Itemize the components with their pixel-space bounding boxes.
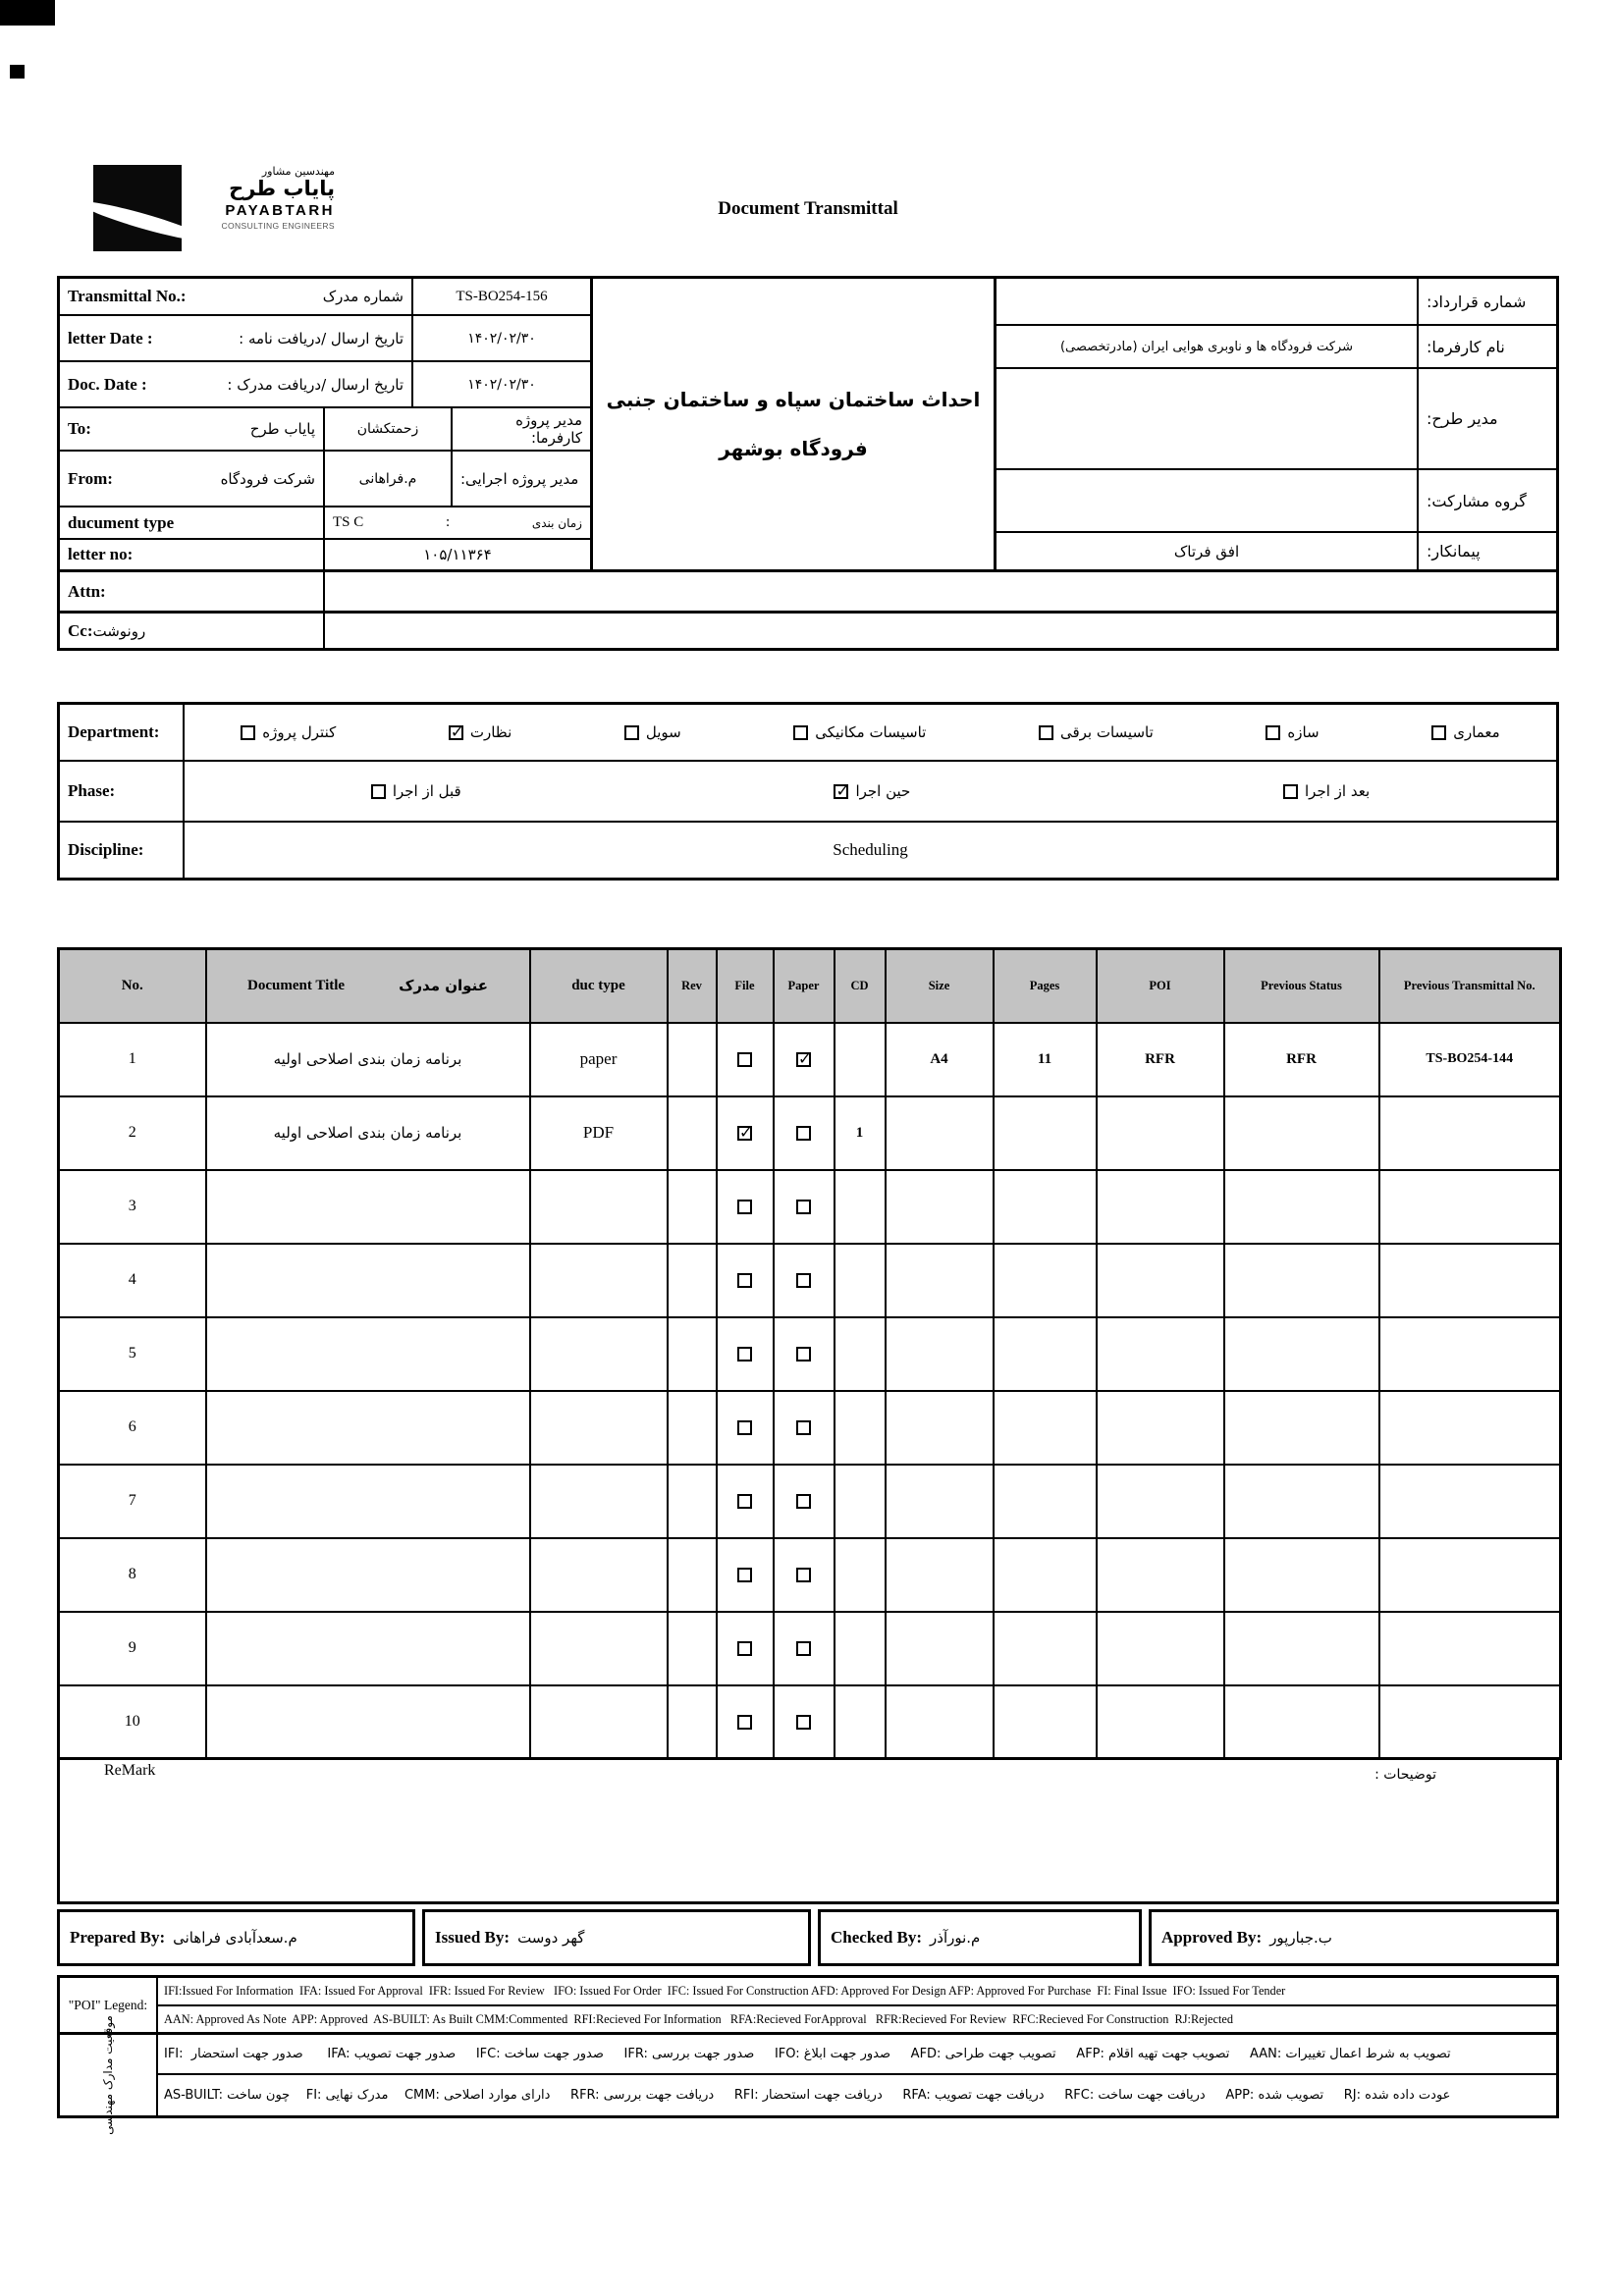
row-no: 9 (59, 1612, 206, 1685)
department-option (1039, 723, 1154, 741)
row-title (206, 1685, 530, 1759)
document-table-body (59, 1023, 1561, 1759)
doc-date-label: Doc. Date : (68, 374, 147, 394)
doc-date-label-fa: تاریخ ارسال /دریافت مدرک : (227, 375, 404, 394)
row-duc-type: paper (530, 1023, 668, 1096)
row-poi (1097, 1170, 1224, 1244)
row-duc-type (530, 1317, 668, 1391)
document-type-separator: : (445, 514, 451, 530)
row-previous-status (1224, 1538, 1379, 1612)
row-poi (1097, 1391, 1224, 1465)
department-label: Department: (60, 705, 185, 760)
col-cd: CD (835, 949, 886, 1023)
poi-legend-label: "POI" Legend: (60, 1978, 156, 2035)
letter-date-value: ۱۴۰۲/۰۲/۳۰ (467, 330, 536, 347)
row-file-cell (717, 1096, 774, 1170)
row-cd: 1 (835, 1096, 886, 1170)
row-rev (668, 1170, 717, 1244)
department-checkbox[interactable] (241, 725, 255, 740)
row-poi (1097, 1538, 1224, 1612)
row-rev (668, 1096, 717, 1170)
row-rev (668, 1465, 717, 1538)
to-person: زحمتکشان (356, 421, 419, 437)
contractor-value: افق فرتاک (1173, 542, 1240, 561)
row-previous-transmittal: TS-BO254-144 (1379, 1023, 1561, 1096)
document-row (59, 1685, 1561, 1759)
phase-options (185, 762, 1556, 821)
col-file: File (717, 949, 774, 1023)
department-option-label: تاسیسات برقی (1059, 723, 1154, 741)
row-pages (994, 1170, 1097, 1244)
row-paper-cell (774, 1023, 835, 1096)
discipline-label: Discipline: (60, 823, 185, 878)
row-size (886, 1538, 994, 1612)
department-checkbox[interactable] (1431, 725, 1446, 740)
row-pages (994, 1612, 1097, 1685)
letter-date-label: letter Date : (68, 328, 153, 347)
row-no: 2 (59, 1096, 206, 1170)
row-previous-transmittal (1379, 1612, 1561, 1685)
row-rev (668, 1391, 717, 1465)
row-cd (835, 1465, 886, 1538)
row-pages (994, 1685, 1097, 1759)
row-title: برنامه زمان بندی اصلاحی اولیه (206, 1023, 530, 1096)
department-option (241, 723, 336, 741)
paper-checkbox[interactable] (796, 1494, 811, 1509)
row-file-cell (717, 1023, 774, 1096)
paper-checkbox[interactable] (796, 1420, 811, 1435)
project-title-line1: احداث ساختمان سپاه و ساختمان جنبی (606, 388, 981, 411)
row-size (886, 1685, 994, 1759)
legend-line1: IFI:Issued For Information IFA: Issued For Approval IFR: Issued For Review IFO: Issued For Order IFC: Issued For Construction AFD: Approved For Design AFP: Approved For Purchase FI: Final Issue IFO: Issued For Tender (164, 1984, 1286, 1998)
row-cd (835, 1538, 886, 1612)
plan-manager-label: مدیر طرح: (1427, 409, 1498, 428)
page-title: Document Transmittal (718, 198, 898, 219)
paper-checkbox[interactable] (796, 1715, 811, 1730)
department-option-label: کنترل پروژه (262, 723, 337, 741)
client-name-value: شرکت فرودگاه ها و ناوبری هوایی ایران (مادرتخصصی) (1059, 339, 1353, 354)
col-size: Size (886, 949, 994, 1023)
legend-line4-fa: AS-BUILT: چون ساخت FI: مدرک نهایی CMM: دارای موارد اصلاحی RFR: دریافت جهت بررسی RFI: دریافت جهت استحضار RFA: دریافت جهت تصویب RFC: دریافت جهت ساخت APP: تصویب شده RJ: عودت داده شده (164, 2088, 1451, 2103)
prepared-by-cell (57, 1909, 415, 1966)
file-checkbox[interactable] (737, 1641, 752, 1656)
document-row (59, 1170, 1561, 1244)
row-cd (835, 1612, 886, 1685)
phase-checkbox[interactable] (371, 784, 386, 799)
transmittal-no-value: TS-BO254-156 (456, 288, 548, 304)
row-previous-transmittal (1379, 1538, 1561, 1612)
document-row (59, 1465, 1561, 1538)
paper-checkbox[interactable] (796, 1273, 811, 1288)
phase-checkbox[interactable] (1283, 784, 1298, 799)
department-option-label: سازه (1287, 723, 1320, 741)
row-title (206, 1317, 530, 1391)
from-role-label: مدیر پروژه اجرایی: (460, 469, 579, 488)
document-row (59, 1317, 1561, 1391)
file-checkbox[interactable] (737, 1568, 752, 1582)
document-type-fa: زمان بندی (531, 515, 582, 530)
row-previous-transmittal (1379, 1685, 1561, 1759)
row-duc-type (530, 1685, 668, 1759)
document-table (57, 947, 1562, 1760)
phase-option (1283, 782, 1370, 800)
row-size (886, 1612, 994, 1685)
paper-checkbox[interactable] (796, 1126, 811, 1141)
document-row (59, 1538, 1561, 1612)
col-previous-status: Previous Status (1224, 949, 1379, 1023)
from-value: شرکت فرودگاه (220, 469, 315, 488)
issued-by-name: گهر دوست (517, 1929, 585, 1947)
document-type-label: ducument type (68, 512, 175, 532)
phase-option-label: بعد از اجرا (1305, 782, 1371, 800)
phase-checkbox[interactable] (834, 784, 848, 799)
phase-label: Phase: (60, 762, 185, 821)
doc-status-label: موقعیت مدارک مهندسی (101, 2015, 115, 2135)
department-checkbox[interactable] (1039, 725, 1053, 740)
row-size: A4 (886, 1023, 994, 1096)
row-previous-transmittal (1379, 1391, 1561, 1465)
col-paper: Paper (774, 949, 835, 1023)
row-file-cell (717, 1538, 774, 1612)
row-no: 4 (59, 1244, 206, 1317)
partnership-label: گروه مشارکت: (1427, 491, 1527, 510)
to-role-label: مدیر پروژه کارفرما: (515, 411, 582, 447)
row-size (886, 1244, 994, 1317)
row-title (206, 1465, 530, 1538)
row-pages (994, 1465, 1097, 1538)
phase-option-label: قبل از اجرا (392, 782, 461, 800)
project-title-line2: فرودگاه بوشهر (719, 437, 868, 460)
remark-label-fa: توضیحات : (1374, 1767, 1436, 1783)
department-option (449, 723, 512, 741)
attn-row (57, 572, 1559, 614)
col-poi: POI (1097, 949, 1224, 1023)
row-rev (668, 1317, 717, 1391)
cc-row (57, 614, 1559, 651)
row-poi (1097, 1317, 1224, 1391)
logo-en-subtitle: CONSULTING ENGINEERS (221, 221, 335, 232)
contractor-label: پیمانکار: (1427, 542, 1481, 561)
row-rev (668, 1685, 717, 1759)
transmittal-no-label: Transmittal No.: (68, 287, 187, 305)
row-rev (668, 1538, 717, 1612)
prepared-by-label: Prepared By: (70, 1928, 166, 1947)
file-checkbox[interactable] (737, 1347, 752, 1362)
remarks-box (57, 1757, 1559, 1904)
row-cd (835, 1685, 886, 1759)
col-title: Document Title عنوان مدرک (206, 949, 530, 1023)
col-previous-transmittal: Previous Transmittal No. (1379, 949, 1561, 1023)
poi-legend-table (57, 1975, 1559, 2135)
row-cd (835, 1023, 886, 1096)
document-table-header (59, 949, 1561, 1023)
row-duc-type (530, 1244, 668, 1317)
remark-label: ReMark (104, 1762, 156, 1779)
file-checkbox[interactable] (737, 1052, 752, 1067)
row-poi (1097, 1612, 1224, 1685)
paper-checkbox[interactable] (796, 1347, 811, 1362)
legend-line3-fa: IFI: صدور جهت استحضار IFA: صدور جهت تصویب IFC: صدور جهت ساخت IFR: صدور جهت بررسی IFO: صدور جهت ابلاغ AFD: تصویب جهت طراحی AFP: تصویب جهت تهیه اقلام AAN: تصویب به شرط اعمال تغییرات (164, 2047, 1451, 2061)
row-previous-transmittal (1379, 1317, 1561, 1391)
row-cd (835, 1244, 886, 1317)
to-value: پایاب طرح (249, 420, 315, 438)
row-size (886, 1391, 994, 1465)
row-previous-status (1224, 1170, 1379, 1244)
row-previous-transmittal (1379, 1465, 1561, 1538)
row-title (206, 1391, 530, 1465)
row-file-cell (717, 1612, 774, 1685)
checked-by-label: Checked By: (831, 1928, 923, 1947)
row-no: 6 (59, 1391, 206, 1465)
document-row (59, 1096, 1561, 1170)
row-size (886, 1096, 994, 1170)
row-cd (835, 1170, 886, 1244)
paper-checkbox[interactable] (796, 1641, 811, 1656)
row-previous-transmittal (1379, 1170, 1561, 1244)
row-no: 1 (59, 1023, 206, 1096)
classification-table (57, 702, 1559, 881)
row-title (206, 1612, 530, 1685)
row-paper-cell (774, 1465, 835, 1538)
phase-option (834, 782, 910, 800)
approved-by-label: Approved By: (1161, 1928, 1263, 1947)
row-paper-cell (774, 1612, 835, 1685)
row-poi (1097, 1685, 1224, 1759)
row-file-cell (717, 1244, 774, 1317)
row-paper-cell (774, 1096, 835, 1170)
file-checkbox[interactable] (737, 1715, 752, 1730)
department-option (1431, 723, 1500, 741)
row-duc-type (530, 1612, 668, 1685)
department-option-label: معماری (1453, 723, 1500, 741)
row-duc-type: PDF (530, 1096, 668, 1170)
row-poi: RFR (1097, 1023, 1224, 1096)
row-no: 7 (59, 1465, 206, 1538)
file-checkbox[interactable] (737, 1494, 752, 1509)
row-previous-status (1224, 1096, 1379, 1170)
letter-no-value: ۱۰۵/۱۱۳۶۴ (423, 546, 492, 563)
document-row (59, 1023, 1561, 1096)
row-title (206, 1538, 530, 1612)
row-pages (994, 1538, 1097, 1612)
row-no: 8 (59, 1538, 206, 1612)
file-checkbox[interactable] (737, 1420, 752, 1435)
scan-artifact-dot (10, 65, 25, 79)
row-paper-cell (774, 1170, 835, 1244)
client-name-label: نام کارفرما: (1427, 337, 1505, 356)
paper-checkbox[interactable] (796, 1568, 811, 1582)
logo-en-name: PAYABTARH (225, 202, 335, 220)
row-paper-cell (774, 1317, 835, 1391)
row-pages (994, 1096, 1097, 1170)
doc-status-label-cell (60, 2015, 156, 2135)
phase-option-label: حین اجرا (855, 782, 911, 800)
row-file-cell (717, 1317, 774, 1391)
document-row (59, 1244, 1561, 1317)
department-option-label: سویل (645, 723, 681, 741)
discipline-value: Scheduling (833, 840, 908, 859)
department-checkbox[interactable] (449, 725, 463, 740)
department-option-label: نظارت (469, 723, 512, 741)
row-poi (1097, 1096, 1224, 1170)
row-pages: 11 (994, 1023, 1097, 1096)
department-checkbox[interactable] (624, 725, 639, 740)
cc-label-fa: رونوشت (92, 621, 146, 640)
from-person: م.فراهانی (358, 470, 417, 487)
row-duc-type (530, 1391, 668, 1465)
checked-by-cell (818, 1909, 1142, 1966)
file-checkbox[interactable] (737, 1273, 752, 1288)
signature-row (57, 1909, 1559, 1966)
row-duc-type (530, 1465, 668, 1538)
approved-by-cell (1149, 1909, 1559, 1966)
row-title: برنامه زمان بندی اصلاحی اولیه (206, 1096, 530, 1170)
department-option (793, 723, 926, 741)
col-rev: Rev (668, 949, 717, 1023)
row-rev (668, 1244, 717, 1317)
file-checkbox[interactable] (737, 1200, 752, 1214)
department-option (624, 723, 681, 741)
paper-checkbox[interactable] (796, 1052, 811, 1067)
row-paper-cell (774, 1685, 835, 1759)
issued-by-label: Issued By: (435, 1928, 511, 1947)
row-title (206, 1170, 530, 1244)
file-checkbox[interactable] (737, 1126, 752, 1141)
prepared-by-name: م.سعدآبادی فراهانی (173, 1929, 297, 1947)
row-duc-type (530, 1170, 668, 1244)
row-file-cell (717, 1391, 774, 1465)
row-previous-status (1224, 1465, 1379, 1538)
row-rev (668, 1612, 717, 1685)
contract-no-label: شماره قرارداد: (1427, 292, 1527, 311)
row-previous-status (1224, 1685, 1379, 1759)
transmittal-no-label-fa: شماره مدرک (322, 288, 404, 305)
row-previous-transmittal (1379, 1096, 1561, 1170)
document-row (59, 1612, 1561, 1685)
department-checkbox[interactable] (793, 725, 808, 740)
doc-date-value: ۱۴۰۲/۰۲/۳۰ (467, 376, 536, 393)
col-pages: Pages (994, 949, 1097, 1023)
row-duc-type (530, 1538, 668, 1612)
document-type-value: TS C (333, 514, 364, 530)
row-previous-status (1224, 1244, 1379, 1317)
row-previous-status: RFR (1224, 1023, 1379, 1096)
letter-no-label: letter no: (68, 545, 134, 563)
department-options (185, 705, 1556, 760)
approved-by-name: ب.جبارپور (1269, 1929, 1332, 1947)
row-rev (668, 1023, 717, 1096)
row-paper-cell (774, 1538, 835, 1612)
row-pages (994, 1244, 1097, 1317)
row-previous-transmittal (1379, 1244, 1561, 1317)
to-label: To: (68, 419, 91, 438)
row-no: 10 (59, 1685, 206, 1759)
issued-by-cell (422, 1909, 811, 1966)
row-file-cell (717, 1465, 774, 1538)
row-poi (1097, 1244, 1224, 1317)
project-title-block (590, 279, 997, 569)
letter-date-label-fa: تاریخ ارسال /دریافت نامه : (239, 329, 404, 347)
department-option-label: تاسیسات مکانیکی (815, 723, 927, 741)
col-duc-type: duc type (530, 949, 668, 1023)
row-previous-status (1224, 1612, 1379, 1685)
row-title (206, 1244, 530, 1317)
row-cd (835, 1391, 886, 1465)
legend-line2: AAN: Approved As Note APP: Approved AS-BUILT: As Built CMM:Commented RFI:Recieved For Information RFA:Recieved ForApproval RFR:Recieved For Review RFC:Recieved For Construction RJ:Rejected (164, 2011, 1233, 2026)
scan-artifact-bar (0, 0, 55, 26)
row-size (886, 1465, 994, 1538)
attn-label: Attn: (68, 581, 106, 601)
cc-label: Cc: (68, 620, 93, 640)
checked-by-name: م.نورآذر (930, 1929, 981, 1947)
row-file-cell (717, 1685, 774, 1759)
row-paper-cell (774, 1244, 835, 1317)
document-row (59, 1391, 1561, 1465)
row-file-cell (717, 1170, 774, 1244)
row-paper-cell (774, 1391, 835, 1465)
row-size (886, 1170, 994, 1244)
logo-fa-name: پایاب طرح (229, 177, 335, 200)
row-previous-status (1224, 1317, 1379, 1391)
col-no: No. (59, 949, 206, 1023)
transmittal-info-table (57, 276, 1559, 572)
row-previous-status (1224, 1391, 1379, 1465)
row-no: 3 (59, 1170, 206, 1244)
paper-checkbox[interactable] (796, 1200, 811, 1214)
phase-option (371, 782, 461, 800)
row-cd (835, 1317, 886, 1391)
row-poi (1097, 1465, 1224, 1538)
department-option (1266, 723, 1319, 741)
from-label: From: (68, 468, 113, 488)
row-pages (994, 1391, 1097, 1465)
department-checkbox[interactable] (1266, 725, 1280, 740)
row-size (886, 1317, 994, 1391)
row-no: 5 (59, 1317, 206, 1391)
row-pages (994, 1317, 1097, 1391)
logo-fa-tagline: مهندسین مشاور (261, 165, 335, 178)
